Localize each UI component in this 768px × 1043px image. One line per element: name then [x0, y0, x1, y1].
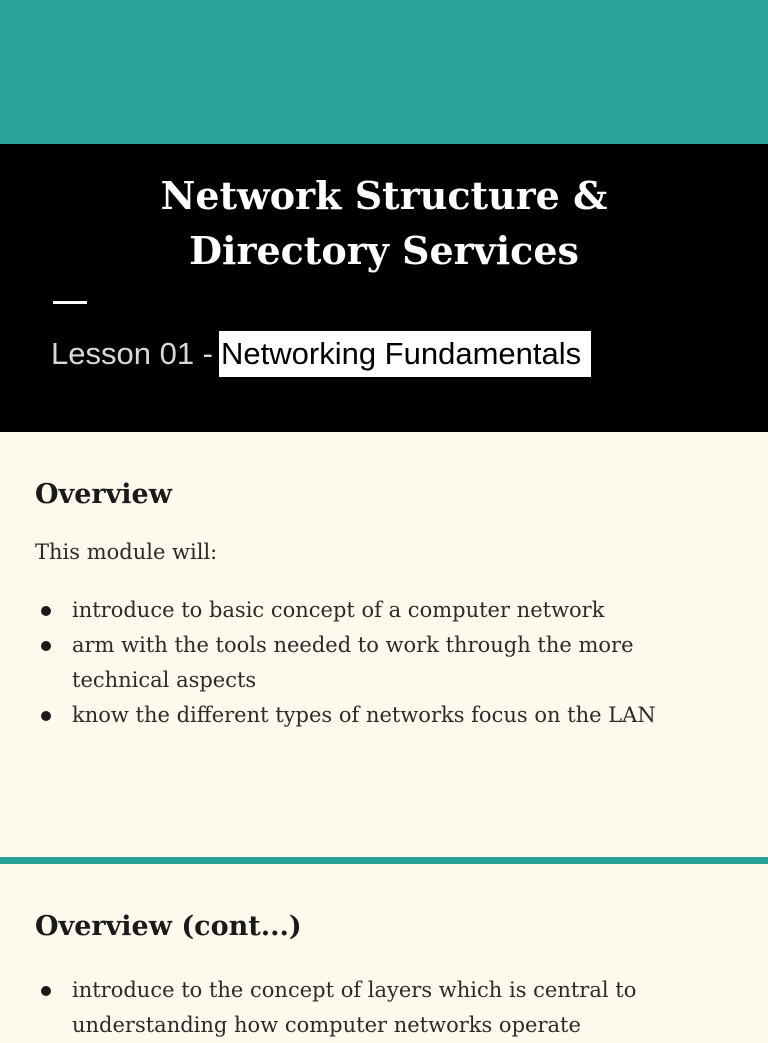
- title-line-1: Network Structure &: [160, 173, 608, 218]
- bullet-item: [35, 698, 725, 733]
- bullet-text: arm with the tools needed to work through the more technical aspects: [72, 633, 634, 692]
- teal-header-band: [0, 0, 768, 144]
- overview-cont-slide: [0, 864, 768, 1037]
- bullet-text: introduce to basic concept of a computer network: [72, 598, 605, 622]
- overview-bullet-list: [35, 593, 725, 733]
- overview-cont-bullet-list: [35, 973, 725, 1043]
- bullet-text: introduce to the concept of layers which is central to understanding how computer networks operate: [72, 978, 637, 1037]
- overview-heading: Overview: [35, 479, 172, 510]
- title-block: [0, 144, 768, 432]
- bullet-dot-icon: [41, 641, 51, 651]
- presentation-title: [0, 168, 768, 278]
- bullet-item: [35, 628, 725, 698]
- bullet-dot-icon: [41, 606, 51, 616]
- bullet-dot-icon: [41, 986, 51, 996]
- title-dash-divider: [53, 301, 87, 304]
- overview-intro: This module will:: [35, 540, 218, 564]
- bullet-item: [35, 593, 725, 628]
- bullet-dot-icon: [41, 711, 51, 721]
- overview-cont-heading: Overview (cont...): [35, 911, 302, 942]
- bullet-text: know the different types of networks focus on the LAN: [72, 703, 656, 727]
- overview-slide: [0, 432, 768, 857]
- slide-divider: [0, 857, 768, 864]
- bullet-item: [35, 973, 725, 1043]
- lesson-number: Lesson 01 -: [51, 336, 213, 371]
- title-line-2: Directory Services: [189, 228, 579, 273]
- lesson-name-highlight: Networking Fundamentals: [219, 331, 591, 377]
- lesson-subtitle: [51, 331, 591, 377]
